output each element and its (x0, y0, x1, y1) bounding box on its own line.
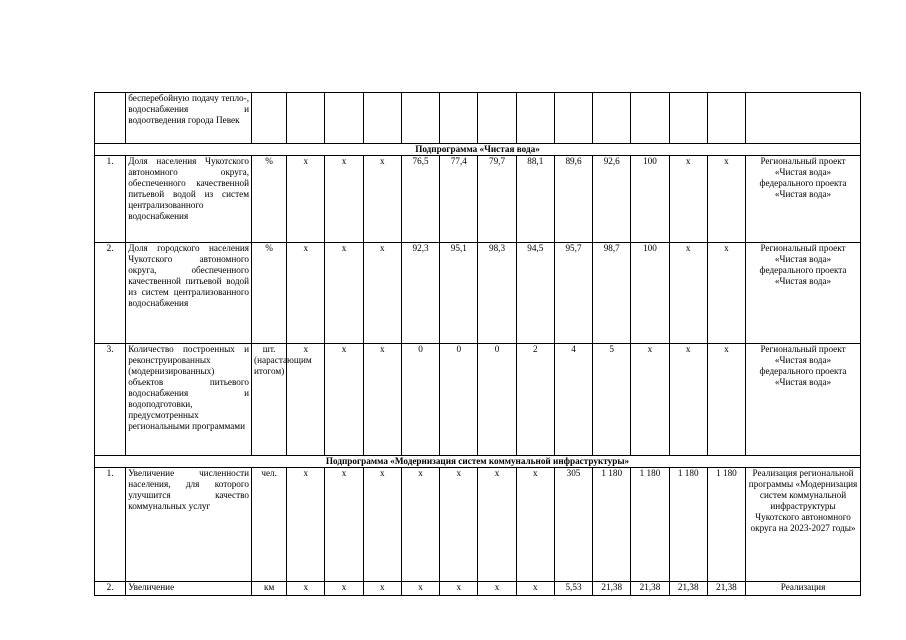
value-cell: х (325, 243, 363, 344)
value-cell: х (325, 468, 363, 582)
row-number-cell: 1. (95, 468, 126, 582)
value-cell: 0 (401, 344, 439, 456)
unit-cell: шт. (нарастающим итогом) (252, 344, 287, 456)
subprogram-title: Подпрограмма «Чистая вода» (95, 144, 861, 156)
value-cell: 21,38 (593, 582, 631, 596)
value-cell: х (325, 344, 363, 456)
value-cell: х (325, 582, 363, 596)
value-cell: 5 (593, 344, 631, 456)
value-cell: 100 (631, 156, 669, 243)
row-number-cell: 2. (95, 582, 126, 596)
row-number-cell: 3. (95, 344, 126, 456)
value-cell: х (669, 156, 707, 243)
table-row (95, 344, 861, 456)
note-cell (746, 93, 861, 144)
value-cell: х (287, 582, 325, 596)
indicators-table (94, 92, 861, 596)
value-cell: 0 (440, 344, 478, 456)
subprogram-heading-row (95, 144, 861, 156)
value-cell: 100 (631, 243, 669, 344)
indicator-name-cell: Увеличение (126, 582, 252, 596)
value-cell: 95,7 (554, 243, 592, 344)
note-cell: Региональный проект «Чистая вода» федерального проекта «Чистая вода» (746, 243, 861, 344)
subprogram-title: Подпрограмма «Модернизация систем коммунальной инфраструктуры» (95, 456, 861, 468)
table-row (95, 156, 861, 243)
value-cell (631, 93, 669, 144)
value-cell: 95,1 (440, 243, 478, 344)
unit-cell: % (252, 243, 287, 344)
value-cell: 21,38 (631, 582, 669, 596)
indicator-name-cell: Доля населения Чукотского автономного округа, обеспеченного качественной питьевой водой из систем централизованного водоснабжения (126, 156, 252, 243)
unit-cell: чел. (252, 468, 287, 582)
value-cell: х (707, 344, 745, 456)
value-cell: х (287, 468, 325, 582)
value-cell: х (287, 243, 325, 344)
value-cell: х (363, 582, 401, 596)
note-cell: Региональный проект «Чистая вода» федерального проекта «Чистая вода» (746, 156, 861, 243)
value-cell: 1 180 (593, 468, 631, 582)
value-cell: х (363, 468, 401, 582)
value-cell: х (669, 344, 707, 456)
value-cell (707, 93, 745, 144)
value-cell: 1 180 (707, 468, 745, 582)
value-cell: 94,5 (516, 243, 554, 344)
value-cell: 79,7 (478, 156, 516, 243)
value-cell: 88,1 (516, 156, 554, 243)
value-cell (401, 93, 439, 144)
value-cell: х (631, 344, 669, 456)
value-cell: 4 (554, 344, 592, 456)
table-row (95, 243, 861, 344)
value-cell: 98,3 (478, 243, 516, 344)
value-cell: х (516, 468, 554, 582)
indicator-name-cell: Количество построенных и реконструированных (модернизированных) объектов питьевого водоснабжения и водоподготовки, предусмотренных региональными программами (126, 344, 252, 456)
value-cell: 92,3 (401, 243, 439, 344)
value-cell (669, 93, 707, 144)
indicator-name-cell: Увеличение численности населения, для которого улучшится качество коммунальных услуг (126, 468, 252, 582)
value-cell: х (440, 582, 478, 596)
value-cell: х (707, 156, 745, 243)
indicator-name-cell: бесперебойную подачу тепло-, водоснабжения и водоотведения города Певек (126, 93, 252, 144)
note-cell: Реализация региональной программы «Модернизация систем коммунальной инфраструктуры Чукотского автономного округа на 2023-2027 годы» (746, 468, 861, 582)
value-cell (440, 93, 478, 144)
value-cell: 21,38 (669, 582, 707, 596)
subprogram-heading-row (95, 456, 861, 468)
value-cell (287, 93, 325, 144)
table-row (95, 468, 861, 582)
value-cell: х (669, 243, 707, 344)
unit-cell (252, 93, 287, 144)
note-cell: Реализация (746, 582, 861, 596)
value-cell: 98,7 (593, 243, 631, 344)
value-cell (363, 93, 401, 144)
value-cell: 89,6 (554, 156, 592, 243)
value-cell: 21,38 (707, 582, 745, 596)
value-cell: 305 (554, 468, 592, 582)
value-cell: 77,4 (440, 156, 478, 243)
value-cell: 1 180 (669, 468, 707, 582)
table-row (95, 93, 861, 144)
value-cell: 5,53 (554, 582, 592, 596)
value-cell: 2 (516, 344, 554, 456)
value-cell: х (401, 582, 439, 596)
row-number-cell: 1. (95, 156, 126, 243)
value-cell (554, 93, 592, 144)
table-row (95, 582, 861, 596)
indicator-name-cell: Доля городского населения Чукотского автономного округа, обеспеченного качественной питьевой водой из систем централизованного водоснабжения (126, 243, 252, 344)
value-cell: 92,6 (593, 156, 631, 243)
value-cell: 1 180 (631, 468, 669, 582)
value-cell: х (516, 582, 554, 596)
unit-cell: % (252, 156, 287, 243)
value-cell: х (707, 243, 745, 344)
row-number-cell (95, 93, 126, 144)
value-cell (593, 93, 631, 144)
value-cell: 76,5 (401, 156, 439, 243)
value-cell: х (363, 156, 401, 243)
unit-cell: км (252, 582, 287, 596)
value-cell: х (401, 468, 439, 582)
value-cell: х (478, 468, 516, 582)
value-cell: х (363, 344, 401, 456)
value-cell (478, 93, 516, 144)
value-cell: х (287, 344, 325, 456)
value-cell: х (440, 468, 478, 582)
row-number-cell: 2. (95, 243, 126, 344)
value-cell: 0 (478, 344, 516, 456)
value-cell (325, 93, 363, 144)
value-cell: х (325, 156, 363, 243)
value-cell: х (478, 582, 516, 596)
value-cell (516, 93, 554, 144)
note-cell: Региональный проект «Чистая вода» федерального проекта «Чистая вода» (746, 344, 861, 456)
value-cell: х (287, 156, 325, 243)
value-cell: х (363, 243, 401, 344)
